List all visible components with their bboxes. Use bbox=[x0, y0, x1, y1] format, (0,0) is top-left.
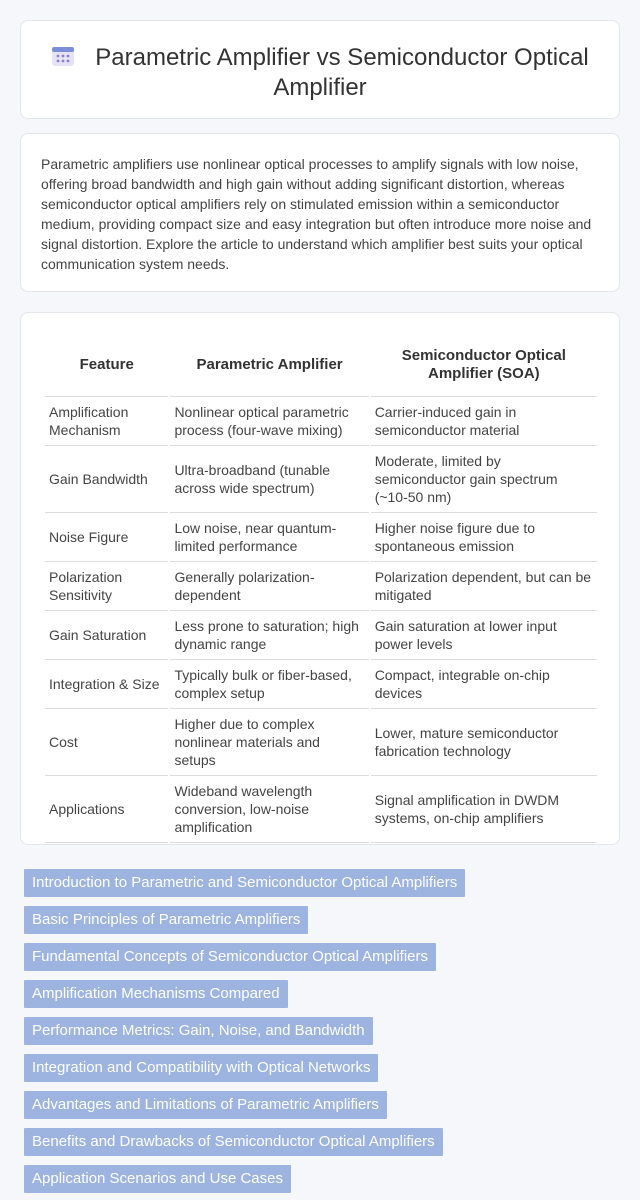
table-header-row bbox=[45, 333, 597, 397]
table-cell: Signal amplification in DWDM systems, on-chip amplifiers bbox=[371, 776, 597, 843]
table-cell: Higher due to complex nonlinear materials and setups bbox=[170, 709, 368, 776]
toc-link[interactable]: Performance Metrics: Gain, Noise, and Bandwidth bbox=[24, 1017, 373, 1045]
table-cell: Gain saturation at lower input power levels bbox=[371, 611, 597, 660]
header-card bbox=[20, 20, 620, 119]
table-cell: Low noise, near quantum-limited performance bbox=[170, 513, 368, 562]
table-cell: Nonlinear optical parametric process (four-wave mixing) bbox=[170, 397, 368, 446]
table-cell: Ultra-broadband (tunable across wide spectrum) bbox=[170, 446, 368, 513]
toc-link[interactable]: Introduction to Parametric and Semiconductor Optical Amplifiers bbox=[24, 869, 465, 897]
table-row bbox=[45, 660, 597, 709]
table-cell: Lower, mature semiconductor fabrication technology bbox=[371, 709, 597, 776]
table-row bbox=[45, 446, 597, 513]
comparison-table-card bbox=[20, 312, 620, 845]
table-of-contents bbox=[24, 869, 624, 1200]
table-feature-cell: Applications bbox=[45, 776, 168, 843]
table-cell: Compact, integrable on-chip devices bbox=[371, 660, 597, 709]
toc-link[interactable]: Basic Principles of Parametric Amplifiers bbox=[24, 906, 308, 934]
toc-link[interactable]: Advantages and Limitations of Parametric Amplifiers bbox=[24, 1091, 387, 1119]
intro-text: Parametric amplifiers use nonlinear optical processes to amplify signals with low noise, offering broad bandwidth and high gain without adding significant distortion, whereas semiconductor optical amplifiers rely on stimulated emission within a semiconductor medium, providing compact size and easy integration but often introduce more noise and signal distortion. Explore the article to understand which amplifier best suits your optical communication system needs. bbox=[41, 156, 592, 272]
intro-card bbox=[20, 133, 620, 292]
table-header-cell: Feature bbox=[45, 333, 168, 397]
comparison-table bbox=[43, 333, 599, 843]
table-feature-cell: Polarization Sensitivity bbox=[45, 562, 168, 611]
table-cell: Generally polarization-dependent bbox=[170, 562, 368, 611]
table-cell: Typically bulk or fiber-based, complex setup bbox=[170, 660, 368, 709]
toc-link[interactable]: Integration and Compatibility with Optical Networks bbox=[24, 1054, 378, 1082]
page-title: Parametric Amplifier vs Semiconductor Optical Amplifier bbox=[95, 44, 589, 101]
table-feature-cell: Gain Saturation bbox=[45, 611, 168, 660]
table-cell: Less prone to saturation; high dynamic range bbox=[170, 611, 368, 660]
table-cell: Polarization dependent, but can be mitigated bbox=[371, 562, 597, 611]
table-feature-cell: Cost bbox=[45, 709, 168, 776]
table-header-cell: Semiconductor Optical Amplifier (SOA) bbox=[371, 333, 597, 397]
toc-link[interactable]: Amplification Mechanisms Compared bbox=[24, 980, 288, 1008]
toc-link[interactable]: Application Scenarios and Use Cases bbox=[24, 1165, 291, 1193]
toc-link[interactable]: Benefits and Drawbacks of Semiconductor Optical Amplifiers bbox=[24, 1128, 443, 1156]
table-row bbox=[45, 513, 597, 562]
table-row bbox=[45, 709, 597, 776]
table-feature-cell: Noise Figure bbox=[45, 513, 168, 562]
table-feature-cell: Amplification Mechanism bbox=[45, 397, 168, 446]
calendar-icon bbox=[51, 45, 75, 67]
table-header-cell: Parametric Amplifier bbox=[170, 333, 368, 397]
page-title-wrap bbox=[21, 43, 619, 103]
table-row bbox=[45, 397, 597, 446]
table-row bbox=[45, 562, 597, 611]
table-row bbox=[45, 776, 597, 843]
table-feature-cell: Integration & Size bbox=[45, 660, 168, 709]
table-cell: Carrier-induced gain in semiconductor material bbox=[371, 397, 597, 446]
table-cell: Wideband wavelength conversion, low-noise amplification bbox=[170, 776, 368, 843]
table-cell: Higher noise figure due to spontaneous emission bbox=[371, 513, 597, 562]
table-feature-cell: Gain Bandwidth bbox=[45, 446, 168, 513]
toc-link[interactable]: Fundamental Concepts of Semiconductor Optical Amplifiers bbox=[24, 943, 436, 971]
table-row bbox=[45, 611, 597, 660]
table-cell: Moderate, limited by semiconductor gain spectrum (~10-50 nm) bbox=[371, 446, 597, 513]
